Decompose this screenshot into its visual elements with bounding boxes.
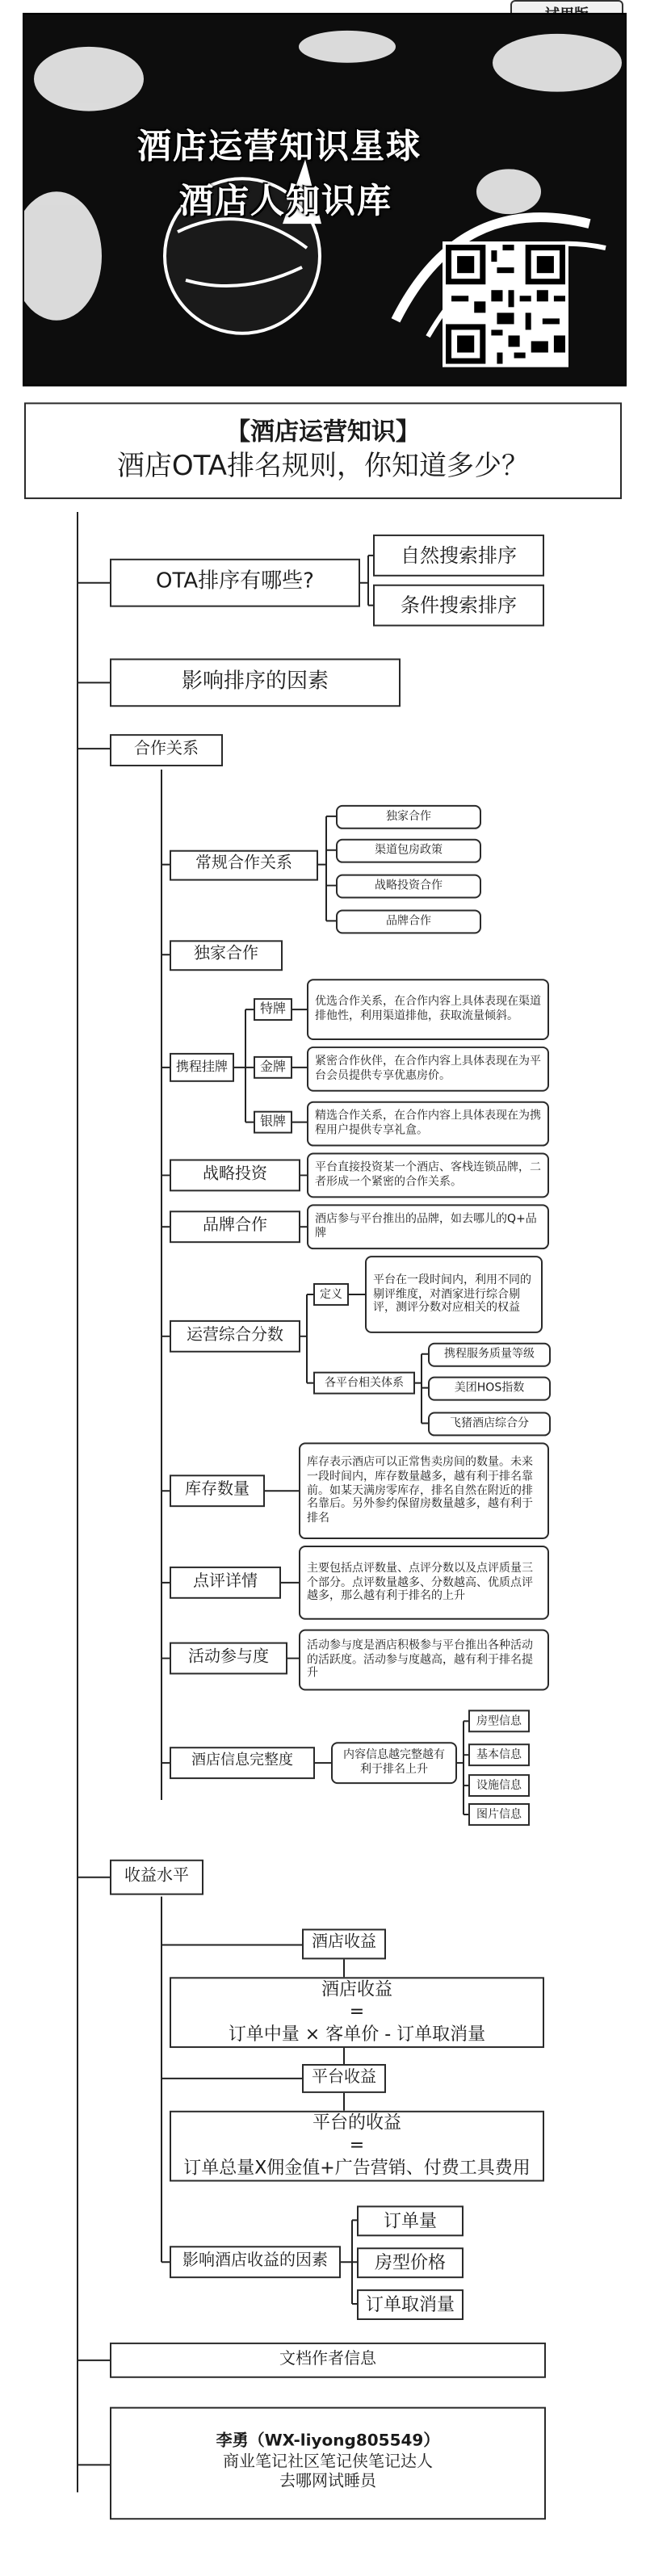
hotel-revenue-formula-title: 酒店收益 xyxy=(321,1979,392,2000)
qr-code-icon xyxy=(446,245,565,364)
ctrip-node: 携程挂牌 xyxy=(170,1053,234,1082)
hotel-revenue-formula-eq: = xyxy=(349,2001,365,2023)
inventory-node: 库存数量 xyxy=(170,1475,265,1507)
ota-type-natural: 自然搜索排序 xyxy=(373,535,544,577)
ops-score-node: 运营综合分数 xyxy=(170,1320,300,1353)
brand-node: 品牌合作 xyxy=(170,1210,300,1243)
document-subtitle: 【酒店运营知识】 xyxy=(225,417,420,447)
activity-desc: 活动参与度是酒店积极参与平台推出各种活动的活跃度。活动参与度越高，越有利于排名提升 xyxy=(299,1630,549,1691)
hotel-revenue-formula xyxy=(170,1977,544,2048)
revenue-factor-orders: 订单量 xyxy=(357,2205,464,2236)
strategic-node: 战略投资 xyxy=(170,1160,300,1192)
author-title-tester: 去哪网试睡员 xyxy=(279,2473,376,2491)
banner-title-line2: 酒店人知识库 xyxy=(179,180,392,221)
platform-meituan: 美团HOS指数 xyxy=(428,1377,551,1401)
hotel-revenue-formula-text: 订单中量 × 客单价 - 订单取消量 xyxy=(228,2023,486,2045)
revenue-node: 收益水平 xyxy=(110,1860,203,1895)
platform-revenue-node: 平台收益 xyxy=(302,2064,386,2093)
regular-item-strategic: 战略投资合作 xyxy=(336,875,481,899)
platform-revenue-formula-eq: = xyxy=(349,2134,365,2156)
author-title-community: 商业笔记社区笔记侠笔记达人 xyxy=(223,2452,433,2471)
ota-types-node: OTA排序有哪些? xyxy=(110,559,360,607)
platform-ctrip: 携程服务质量等级 xyxy=(428,1343,551,1367)
regular-item-channel: 渠道包房政策 xyxy=(336,839,481,863)
ctrip-tier-gold: 金牌 xyxy=(254,1056,292,1079)
hotel-revenue-node: 酒店收益 xyxy=(302,1929,386,1960)
document-title: 酒店OTA排名规则，你知道多少？ xyxy=(116,450,530,483)
ctrip-tier-gold-desc: 紧密合作伙伴，在合作内容上具体表现在为平台会员提供专享优惠房价。 xyxy=(307,1047,549,1092)
info-room-type: 房型信息 xyxy=(468,1710,530,1732)
author-name: 李勇（WX-liyong805549） xyxy=(216,2433,440,2451)
cooperation-node: 合作关系 xyxy=(110,734,223,766)
activity-node: 活动参与度 xyxy=(170,1643,287,1675)
platform-revenue-formula-title: 平台的收益 xyxy=(313,2112,401,2134)
platform-revenue-formula-text: 订单总量X佣金值+广告营销、付费工具费用 xyxy=(183,2157,531,2179)
revenue-factor-cancellations: 订单取消量 xyxy=(357,2289,464,2320)
ops-definition-node: 定义 xyxy=(313,1283,349,1306)
reviews-desc: 主要包括点评数量、点评分数以及点评质量三个部分。点评数量越多、分数越高、优质点评越多，那么越有利于排名的上升 xyxy=(299,1546,549,1620)
brand-desc: 酒店参与平台推出的品牌，如去哪儿的Q+品牌 xyxy=(307,1204,549,1249)
info-photos: 图片信息 xyxy=(468,1803,530,1826)
platform-revenue-formula xyxy=(170,2111,544,2182)
exclusive-node: 独家合作 xyxy=(170,940,283,971)
author-info-node: 文档作者信息 xyxy=(110,2343,546,2378)
regular-item-exclusive: 独家合作 xyxy=(336,805,481,829)
reviews-node: 点评详情 xyxy=(170,1567,281,1599)
ctrip-tier-special: 特牌 xyxy=(254,998,292,1021)
completeness-node: 酒店信息完整度 xyxy=(170,1747,315,1779)
strategic-desc: 平台直接投资某一个酒店、客栈连锁品牌，二者形成一个紧密的合作关系。 xyxy=(307,1153,549,1198)
inventory-desc: 库存表示酒店可以正常售卖房间的数量。未来一段时间内，库存数量越多，越有利于排名靠前。如某天满房零库存，排名自然在附近的排名靠后。另外参约保留房数量越多，越有利于排名 xyxy=(299,1442,549,1539)
qr-code xyxy=(443,241,568,367)
ops-definition-desc: 平台在一段时间内，利用不同的剔评维度，对酒家进行综合剔评，测评分数对应相关的权益 xyxy=(365,1256,543,1333)
banner-title-line1: 酒店运营知识星球 xyxy=(137,125,422,166)
author-details xyxy=(110,2407,546,2520)
ota-type-conditional: 条件搜索排序 xyxy=(373,585,544,627)
revenue-factors-node: 影响酒店收益的因素 xyxy=(170,2246,341,2278)
regular-cooperation-node: 常规合作关系 xyxy=(170,850,318,881)
factors-node: 影响排序的因素 xyxy=(110,658,401,707)
platform-fliggy: 飞猪酒店综合分 xyxy=(428,1412,551,1437)
ctrip-tier-silver-desc: 精选合作关系，在合作内容上具体表现在为携程用户提供专享礼盒。 xyxy=(307,1101,549,1147)
info-facilities: 设施信息 xyxy=(468,1774,530,1797)
completeness-desc: 内容信息越完整越有利于排名上升 xyxy=(331,1742,457,1784)
ctrip-tier-silver: 银牌 xyxy=(254,1111,292,1134)
ops-platforms-node: 各平台相关体系 xyxy=(313,1372,415,1395)
document-header xyxy=(24,402,622,499)
revenue-factor-room-price: 房型价格 xyxy=(357,2247,464,2278)
ctrip-tier-special-desc: 优选合作关系，在合作内容上具体表现在渠道排他性，利用渠道排他，获取流量倾斜。 xyxy=(307,979,549,1040)
info-basic: 基本信息 xyxy=(468,1743,530,1766)
regular-item-brand: 品牌合作 xyxy=(336,909,481,933)
